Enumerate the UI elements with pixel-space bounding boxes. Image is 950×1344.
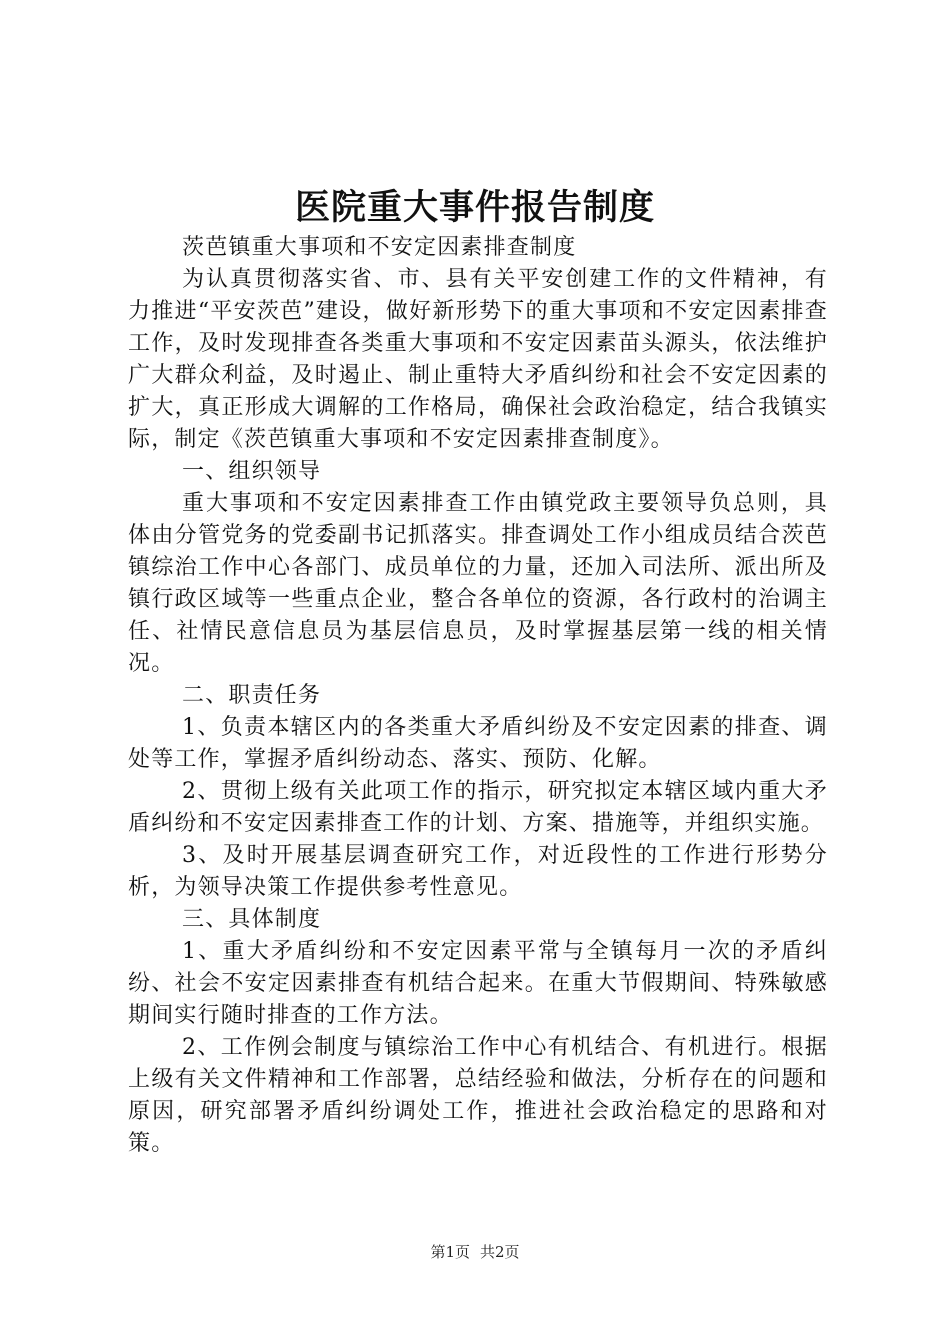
duty-item-3: 3、及时开展基层调查研究工作，对近段性的工作进行形势分析，为领导决策工作提供参考性意见。 bbox=[128, 843, 828, 900]
organization-paragraph: 重大事项和不安定因素排查工作由镇党政主要领导负总则，具体由分管党务的党委副书记抓落实。排查调处工作小组成员结合茨芭镇综治工作中心各部门、成员单位的力量，还加入司法所、派出所及镇行政区域等一些重点企业，整合各单位的资源，各行政村的治调主任、社情民意信息员为基层信息员，及时掌握基层第一线的相关情况。 bbox=[128, 491, 828, 676]
page-number: 第1页 bbox=[430, 1243, 470, 1261]
section-heading-organization: 一、组织领导 bbox=[182, 459, 322, 484]
subtitle-paragraph: 茨芭镇重大事项和不安定因素排查制度 bbox=[182, 235, 577, 260]
rule-item-2: 2、工作例会制度与镇综治工作中心有机结合、有机进行。根据上级有关文件精神和工作部署，总结经验和做法，分析存在的问题和原因，研究部署矛盾纠纷调处工作，推进社会政治稳定的思路和对策。 bbox=[128, 1035, 828, 1156]
document-title: 医院重大事件报告制度 bbox=[294, 187, 655, 228]
duty-item-1: 1、负责本辖区内的各类重大矛盾纠纷及不安定因素的排查、调处等工作，掌握矛盾纠纷动态、落实、预防、化解。 bbox=[128, 715, 828, 772]
page-total: 共2页 bbox=[480, 1243, 520, 1261]
intro-paragraph: 为认真贯彻落实省、市、县有关平安创建工作的文件精神，有力推进“平安茨芭”建设，做好新形势下的重大事项和不安定因素排查工作，及时发现排查各类重大事项和不安定因素苗头源头，依法维护广大群众利益，及时遏止、制止重特大矛盾纠纷和社会不安定因素的扩大，真正形成大调解的工作格局，确保社会政治稳定，结合我镇实际，制定《茨芭镇重大事项和不安定因素排查制度》。 bbox=[128, 267, 828, 452]
section-heading-duties: 二、职责任务 bbox=[182, 683, 322, 708]
rule-item-1: 1、重大矛盾纠纷和不安定因素平常与全镇每月一次的矛盾纠纷、社会不安定因素排查有机结合起来。在重大节假期间、特殊敏感期间实行随时排查的工作方法。 bbox=[128, 939, 828, 1028]
section-heading-rules: 三、具体制度 bbox=[182, 907, 322, 932]
duty-item-2: 2、贯彻上级有关此项工作的指示，研究拟定本辖区域内重大矛盾纠纷和不安定因素排查工作的计划、方案、措施等，并组织实施。 bbox=[128, 779, 828, 836]
document-body bbox=[128, 232, 828, 1160]
page-footer bbox=[0, 1240, 950, 1264]
